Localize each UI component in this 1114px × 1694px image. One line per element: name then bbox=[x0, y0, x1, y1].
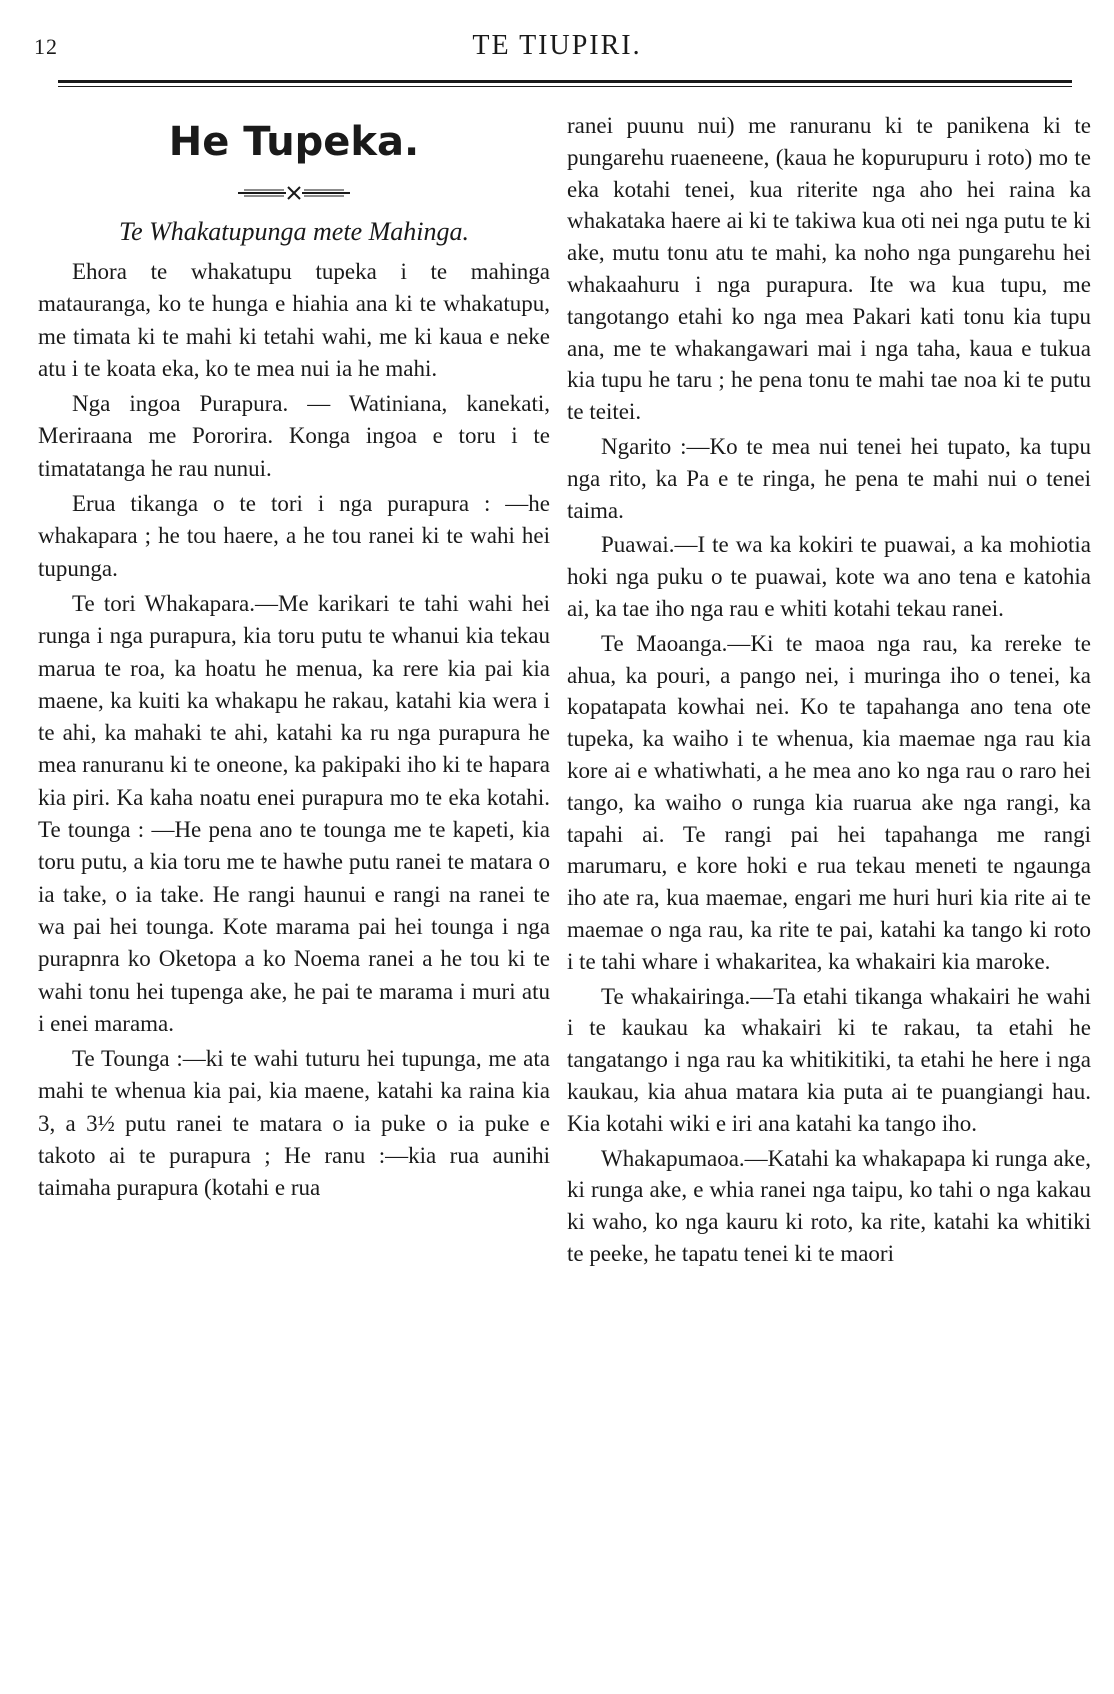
right-column bbox=[567, 110, 1091, 1273]
title-ornament-icon bbox=[38, 182, 550, 204]
paragraph: Te whakairinga.—Ta etahi tikanga whakairi he wahi i te kaukau ka whakairi ki te rakau, ta etahi he tangatango i nga rau ka whitikitiki, ta etahi he here i nga kaukau, kia ahua matara kia puta ai te puangiangi hau. Kia kotahi wiki e iri ana katahi ka tango iho. bbox=[567, 983, 1091, 1136]
header-rule-thick bbox=[58, 80, 1072, 83]
left-column bbox=[38, 110, 550, 1208]
running-head bbox=[34, 28, 1080, 68]
paragraph: Ehora te whakatupu tupeka i te mahinga matauranga, ko te hunga e hiahia ana ki te whakatupu, me timata ki te mahi ki tetahi wahi, me ki kaua e neke atu i te koata eka, ko te mea nui ia he mahi. bbox=[38, 259, 550, 381]
paragraph: Puawai.—I te wa ka kokiri te puawai, a ka mohiotia hoki nga puku o te puawai, kote wa ano tena e katohia ai, ka tae iho nga rau e whiti kotahi tekau ranei. bbox=[567, 532, 1091, 621]
paragraph: Erua tikanga o te tori i nga purapura : —he whakapara ; he tou haere, a he tou ranei ki te wahi hei tupunga. bbox=[38, 491, 550, 581]
paragraph: Te Tounga :—ki te wahi tuturu hei tupunga, me ata mahi te whenua kia pai, kia maene, katahi ka raina kia 3, a 3½ putu ranei te matara o ia puke o ia puke e takoto ai te purapura ; He ranu :—kia rua aunihi taimaha purapura (kotahi e rua bbox=[38, 1046, 550, 1201]
article-subtitle: Te Whakatupunga mete Mahinga. bbox=[119, 217, 469, 246]
paragraph: Te Maoanga.—Ki te maoa nga rau, ka rereke te ahua, ka pouri, a pango nei, i muringa iho o tenei, ka kopatapata kowhai nei. Ko te tapahanga ano tena ote tupeka, ka waiho i te whenua, kia maemae nga rau kia kore ai e whatiwhati, a he mea ano ko nga rau o raro hei tango, ka waiho o runga kia ruarua ake nga rangi, ka tapahi ai. Te rangi pai hei tapahanga me rangi marumaru, e kore hoki e rua tekau meneti te ngaunga iho ate ra, kua maemae, engari me huri huri kia rite ai te maemae o nga rau, ka rite te pai, katahi ka tango ki roto i te tahi whare i whakaritea, ka whakairi kia maroke. bbox=[567, 630, 1091, 974]
paragraph: Te tori Whakapara.—Me karikari te tahi wahi hei runga i nga purapura, kia toru putu te whanui kia tekau marua te roa, ka hoatu he menua, ka rere kia pai kia maene, ka kuiti ka whakapu he rakau, katahi kia wera i te ahi, ka mahaki te ahi, katahi ka ru nga purapura he mea ranuranu ki te oneone, ka pakipaki iho ki te hapara kia piri. Ka kaha noatu enei purapura mo te eka kotahi. Te tounga : —He pena ano te tounga me te kapeti, kia toru putu, a kia toru me te hawhe putu ranei te matara o ia take, o ia take. He rangi haunui e rangi na ranei te wa pai hei tounga. Kote marama pai hei tounga i nga purapnra ko Oketopa a ko Noema ranei a he tou ki te wahi tonu hei tupenga ake, he pai te marama i muri atu i enei marama. bbox=[38, 590, 550, 1036]
journal-title: TE TIUPIRI. bbox=[472, 30, 642, 61]
paragraph: Nga ingoa Purapura. — Watiniana, kanekati, Meriraana me Pororira. Konga ingoa e toru i te timatatanga he rau nunui. bbox=[38, 391, 550, 481]
header-rule-thin bbox=[58, 86, 1072, 87]
paragraph: ranei puunu nui) me ranuranu ki te panikena ki te pungarehu ruaeneene, (kaua he kopurupuru i roto) mo te eka kotahi tenei, kua riterite nga aho hei raina ka whakataka haere ai ki te takiwa kua oti nei nga putu te ki ake, mutu tonu atu te mahi, ka noho nga pungarehu hei whakaahuru i nga purapura. Ite wa kua tupu, me tangotango etahi ko nga mea Pakari kati tonu kia tupu ana, me te whakangawari mai i nga taha, kaua e tukua kia tupu he taru ; he pena tonu te mahi tae noa ki te putu te teitei. bbox=[567, 113, 1091, 425]
page-number: 12 bbox=[34, 34, 58, 59]
article-title: He Tupeka. bbox=[168, 119, 420, 165]
paragraph: Whakapumaoa.—Katahi ka whakapapa ki runga ake, ki runga ake, e whia ranei nga taipu, ko tahi o nga kakau ki waho, ko nga kauru ki roto, ka rite, katahi ka whitiki te peeke, he tapatu tenei ki te maori bbox=[567, 1145, 1091, 1266]
paragraph: Ngarito :—Ko te mea nui tenei hei tupato, ka tupu nga rito, ka Pa e te ringa, he pena te mahi nui o tenei taima. bbox=[567, 433, 1091, 523]
